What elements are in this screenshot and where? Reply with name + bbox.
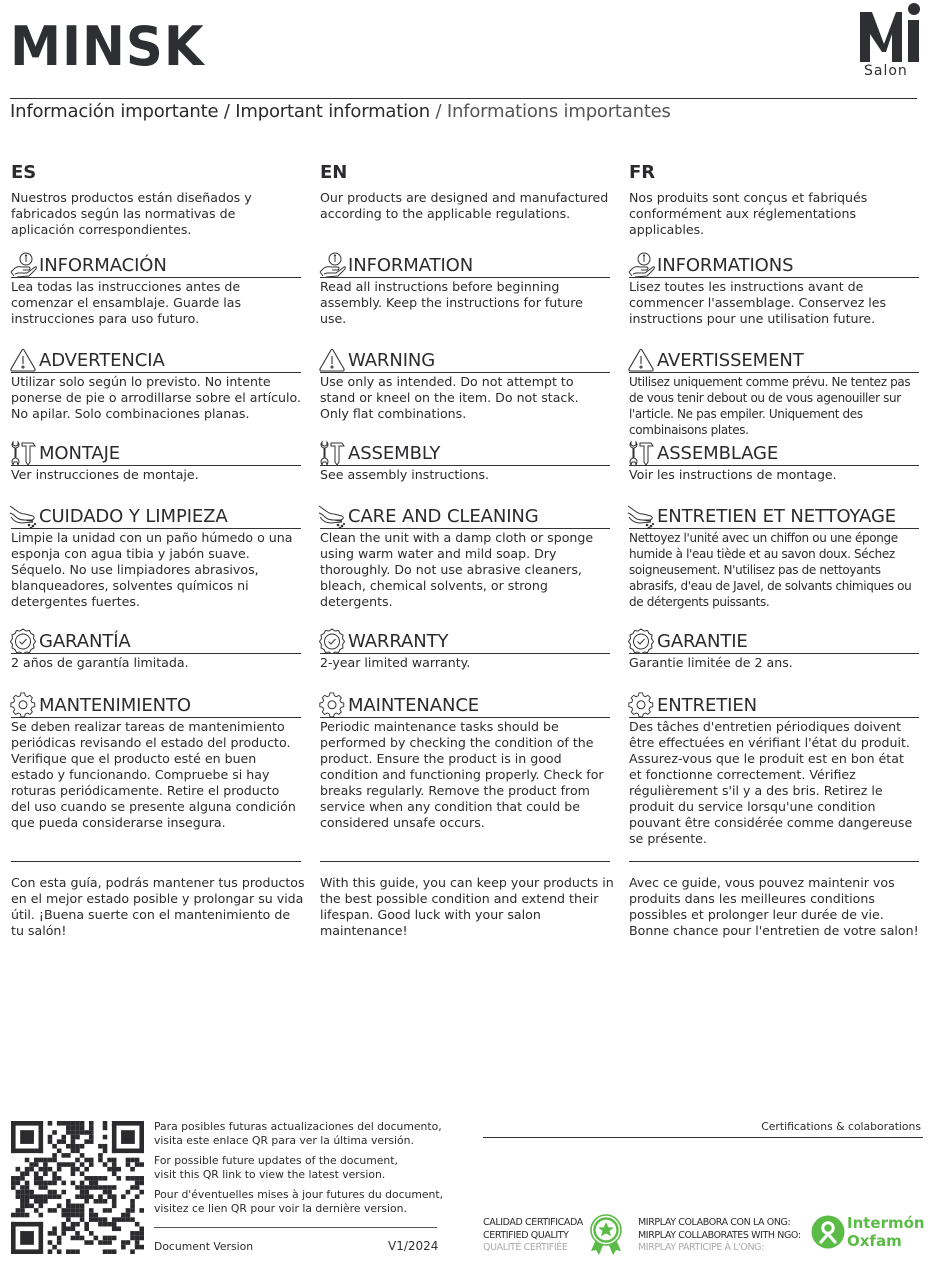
section-body: Lea todas las instrucciones antes de comenzar el ensamblaje. Guarde las instrucciones para uso futuro. <box>11 279 242 326</box>
oxfam-name-line1: Intermón <box>847 1214 925 1232</box>
section-body: Limpie la unidad con un paño húmedo o una esponja con agua tibia y jabón suave. Séquelo. No use limpiadores abrasivos, blanqueadores, solventes químicos ni detergentes fuertes. <box>11 530 293 609</box>
subtitle-en: Important information <box>235 101 430 122</box>
section-care-cleaning <box>11 503 301 610</box>
section-information <box>320 252 610 327</box>
product-title: MINSK <box>10 15 205 78</box>
section-body: Use only as intended. Do not attempt to stand or kneel on the item. Do not stack. Only flat combinations. <box>320 374 579 421</box>
section-body: Utilizar solo según lo previsto. No intente ponerse de pie o arrodillarse sobre el artículo. No apilar. Solo combinaciones planas. <box>11 374 301 421</box>
section-body: Nettoyez l'unité avec un chiffon ou une éponge humide à l'eau tiède et au savon doux. Séchez soigneusement. N'utilisez pas de nettoyants abrasifs, d'eau de Javel, de solvants chimiques ou de détergents puissants. <box>629 531 912 609</box>
section-information <box>11 252 301 327</box>
section-body: Garantie limitée de 2 ans. <box>629 655 793 670</box>
section-care-cleaning <box>320 503 610 610</box>
section-title: WARNING <box>348 350 436 371</box>
page-subtitle <box>10 101 671 122</box>
document-version-label: Document Version <box>154 1240 254 1253</box>
section-warning <box>320 347 610 422</box>
qr-note-fr: Pour d'éventuelles mises à jour futures du document, visitez ce lien QR pour voir la dernière version. <box>154 1188 444 1215</box>
qr-code[interactable] <box>11 1121 144 1254</box>
tools-icon <box>9 440 39 466</box>
section-warning <box>629 347 919 438</box>
section-heading <box>11 628 301 654</box>
section-heading <box>11 692 301 718</box>
certified-quality-en: CERTIFIED QUALITY <box>483 1229 569 1241</box>
section-heading <box>11 252 301 278</box>
closing-divider <box>629 861 919 862</box>
closing-divider <box>11 861 301 862</box>
section-title: WARRANTY <box>348 631 449 652</box>
section-title: ASSEMBLY <box>348 443 441 464</box>
certified-quality-fr: QUALITÉ CERTIFIÉE <box>483 1242 568 1253</box>
section-heading <box>320 503 610 529</box>
quality-rosette-icon <box>588 1213 624 1257</box>
qr-notes <box>154 1120 444 1222</box>
section-heading <box>320 628 610 654</box>
cleaning-hand-icon <box>318 503 348 529</box>
gear-icon <box>318 692 348 718</box>
certified-quality-es: CALIDAD CERTIFICADA <box>483 1217 583 1228</box>
section-maintenance <box>320 692 610 831</box>
oxfam-name-line2: Oxfam <box>847 1232 902 1250</box>
info-hand-icon <box>627 252 657 278</box>
brand-mark-icon <box>852 2 922 64</box>
section-heading <box>629 440 919 466</box>
tools-icon <box>627 440 657 466</box>
intro-text: Nuestros productos están diseñados y fabricados según las normativas de aplicación correspondientes. <box>11 190 252 237</box>
section-body: Se deben realizar tareas de mantenimiento periódicas revisando el estado del producto. Verifique que el producto esté en buen estado y funcionando. Compruebe si hay roturas periódicamente. Retire el producto del uso cuando se presente alguna condición que pueda considerarse insegura. <box>11 719 296 830</box>
certified-quality-text <box>483 1217 583 1255</box>
section-assembly <box>629 440 919 483</box>
section-body: 2 años de garantía limitada. <box>11 655 189 670</box>
warranty-badge-icon <box>627 628 657 654</box>
section-body: Ver instrucciones de montaje. <box>11 467 199 482</box>
section-title: ENTRETIEN <box>657 695 757 716</box>
section-title: INFORMATION <box>348 255 474 276</box>
ngo-collab-es: MIRPLAY COLABORA CON LA ONG: <box>638 1217 791 1228</box>
ngo-collab-fr: MIRPLAY PARTICIPE À L'ONG: <box>638 1242 764 1253</box>
gear-icon <box>9 692 39 718</box>
closing-text: Con esta guía, podrás mantener tus productos en el mejor estado posible y prolongar su vida útil. ¡Buena suerte con el mantenimiento de tu salón! <box>11 875 305 938</box>
section-heading <box>320 347 610 373</box>
section-warranty <box>629 628 919 671</box>
intro-text: Nos produits sont conçus et fabriqués conformément aux réglementations applicables. <box>629 190 868 237</box>
section-body: Lisez toutes les instructions avant de commencer l'assemblage. Conservez les instructions pour une utilisation future. <box>629 279 887 326</box>
subtitle-sep: / <box>429 101 447 122</box>
brand-logo <box>852 2 922 80</box>
section-heading <box>629 347 919 373</box>
section-heading <box>11 440 301 466</box>
warning-icon <box>9 347 39 373</box>
section-title: CARE AND CLEANING <box>348 506 539 527</box>
section-title: CUIDADO Y LIMPIEZA <box>39 506 228 527</box>
warranty-badge-icon <box>9 628 39 654</box>
section-heading <box>320 252 610 278</box>
section-body: Des tâches d'entretien périodiques doivent être effectuées en vérifiant l'état du produit. Assurez-vous que le produit est en bon état et fonctionne correctement. Vérifiez régulièrement s'il y a des bris. Retirez le produit du service lorsqu'une condition pouvant être considérée comme dangereuse se présente. <box>629 719 913 846</box>
section-title: GARANTIE <box>657 631 748 652</box>
tools-icon <box>318 440 348 466</box>
header-divider <box>10 98 917 99</box>
section-assembly <box>320 440 610 483</box>
intro-text: Our products are designed and manufactured according to the applicable regulations. <box>320 190 609 221</box>
qr-note-es: Para posibles futuras actualizaciones del documento, visita este enlace QR para ver la última versión. <box>154 1120 442 1147</box>
section-heading <box>629 252 919 278</box>
qr-note-en: For possible future updates of the document, visit this QR link to view the latest version. <box>154 1154 398 1181</box>
section-heading <box>11 347 301 373</box>
section-title: ASSEMBLAGE <box>657 443 779 464</box>
ngo-collaboration-text <box>638 1217 801 1255</box>
section-heading <box>629 692 919 718</box>
section-information <box>629 252 919 327</box>
section-heading <box>11 503 301 529</box>
closing-text: With this guide, you can keep your products in the best possible condition and extend their lifespan. Good luck with your salon maintenance! <box>320 875 614 938</box>
section-assembly <box>11 440 301 483</box>
language-code: FR <box>629 162 656 183</box>
section-warranty <box>320 628 610 671</box>
section-title: MANTENIMIENTO <box>39 695 191 716</box>
subtitle-es: Información importante <box>10 101 219 122</box>
section-title: MONTAJE <box>39 443 121 464</box>
warning-icon <box>627 347 657 373</box>
section-title: AVERTISSEMENT <box>657 350 804 371</box>
section-title: ADVERTENCIA <box>39 350 165 371</box>
oxfam-logo-text <box>847 1214 925 1250</box>
section-title: INFORMACIÓN <box>39 255 167 276</box>
closing-text: Avec ce guide, vous pouvez maintenir vos produits dans les meilleures conditions possibles et prolonger leur durée de vie. Bonne chance pour l'entretien de votre salon! <box>629 875 919 938</box>
ngo-collab-en: MIRPLAY COLLABORATES WITH NGO: <box>638 1229 801 1241</box>
section-heading <box>320 440 610 466</box>
closing-divider <box>320 861 610 862</box>
subtitle-fr: Informations importantes <box>446 101 671 122</box>
section-title: GARANTÍA <box>39 631 131 652</box>
language-code: EN <box>320 162 348 183</box>
oxfam-logo-icon <box>811 1215 845 1249</box>
section-body: Read all instructions before beginning assembly. Keep the instructions for future use. <box>320 279 583 326</box>
section-heading <box>320 692 610 718</box>
section-care-cleaning <box>629 503 919 610</box>
section-warranty <box>11 628 301 671</box>
section-body: Clean the unit with a damp cloth or sponge using warm water and mild soap. Dry thoroughly. Do not use abrasive cleaners, bleach, chemical solvents, or strong detergents. <box>320 530 594 609</box>
brand-logo-label: Salon <box>864 63 908 79</box>
document-version-value: V1/2024 <box>388 1239 439 1253</box>
section-body: 2-year limited warranty. <box>320 655 471 670</box>
subtitle-sep: / <box>218 101 236 122</box>
info-hand-icon <box>9 252 39 278</box>
section-heading <box>629 503 919 529</box>
qr-divider <box>154 1227 437 1228</box>
section-title: ENTRETIEN ET NETTOYAGE <box>657 506 897 527</box>
warranty-badge-icon <box>318 628 348 654</box>
section-body: Voir les instructions de montage. <box>629 467 837 482</box>
section-warning <box>11 347 301 422</box>
cleaning-hand-icon <box>627 503 657 529</box>
certifications-divider <box>483 1137 923 1138</box>
info-hand-icon <box>318 252 348 278</box>
section-body: Periodic maintenance tasks should be performed by checking the condition of the product. Ensure the product is in good condition and functioning properly. Check for breaks regularly. Remove the product from service when any condition that could be considered unsafe occurs. <box>320 719 604 830</box>
section-title: INFORMATIONS <box>657 255 794 276</box>
section-maintenance <box>629 692 919 847</box>
section-maintenance <box>11 692 301 831</box>
warning-icon <box>318 347 348 373</box>
cleaning-hand-icon <box>9 503 39 529</box>
section-title: MAINTENANCE <box>348 695 480 716</box>
section-heading <box>629 628 919 654</box>
certifications-title: Certifications & colaborations <box>761 1120 921 1133</box>
gear-icon <box>627 692 657 718</box>
section-body: See assembly instructions. <box>320 467 490 482</box>
language-code: ES <box>11 162 37 183</box>
section-body: Utilisez uniquement comme prévu. Ne tentez pas de vous tenir debout ou de vous agenouiller sur l'article. Ne pas empiler. Uniquement des combinaisons plates. <box>629 375 911 437</box>
